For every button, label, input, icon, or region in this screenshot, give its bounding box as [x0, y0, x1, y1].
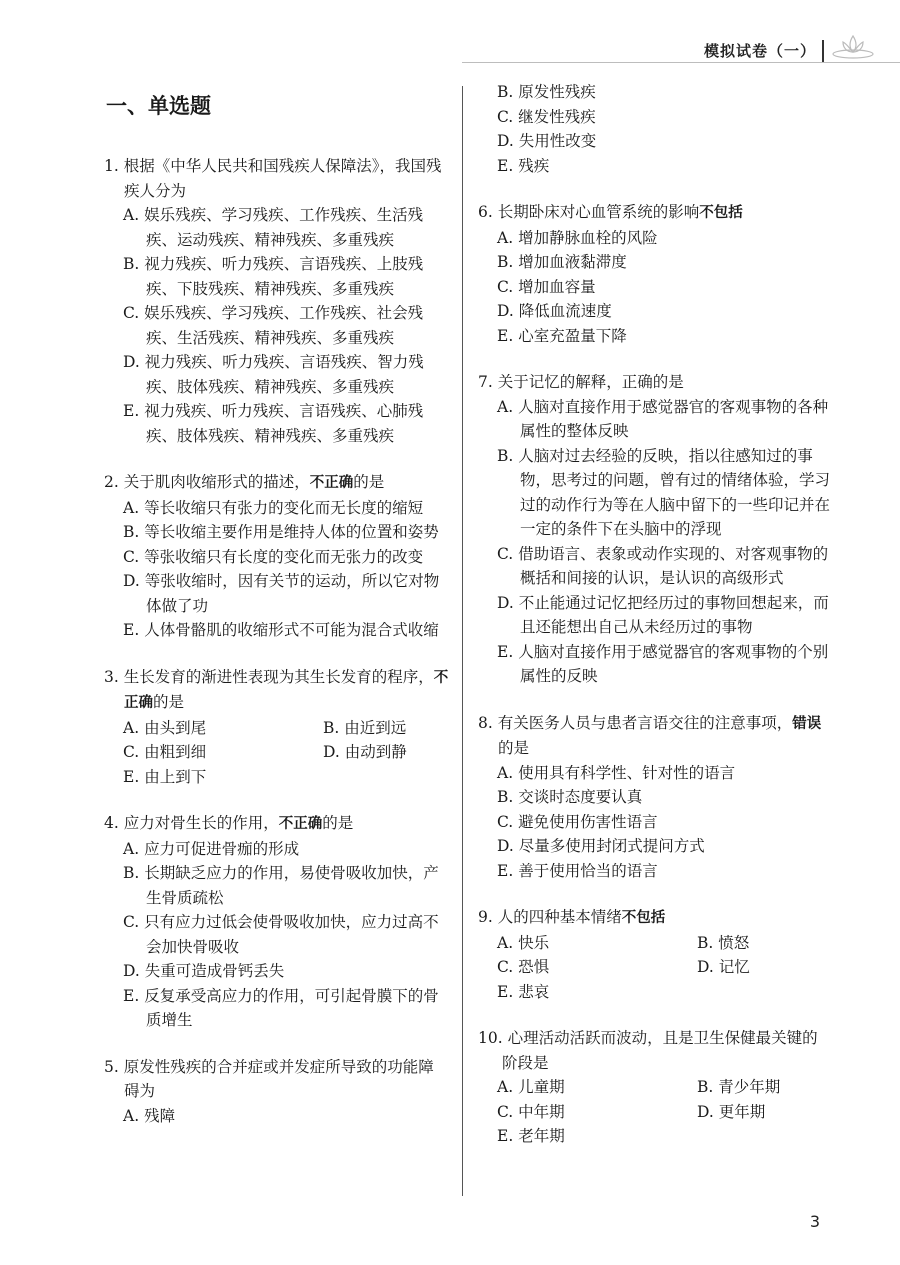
- option-a: A. 由头到尾: [123, 718, 207, 737]
- option-d: D. 视力残疾、听力残疾、言语残疾、智力残疾、肢体残疾、精神残疾、多重残疾: [123, 353, 424, 396]
- question-keyword: 不正确: [278, 816, 323, 832]
- option-d: D. 不止能通过记忆把经历过的事物回想起来，而且还能想出自己从未经历过的事物: [497, 593, 829, 636]
- option-e: E. 老年期: [497, 1127, 565, 1145]
- question-keyword: 不包括: [699, 205, 743, 221]
- section-title: 一、单选题: [106, 94, 211, 118]
- option-b: B. 视力残疾、听力残疾、言语残疾、上肢残疾、下肢残疾、精神残疾、多重残疾: [123, 255, 424, 298]
- question-10: [478, 1026, 830, 1149]
- option-a: A. 娱乐残疾、学习残疾、工作残疾、生活残疾、运动残疾、精神残疾、多重残疾: [123, 206, 424, 249]
- option-c: C. 只有应力过低会使骨吸收加快，应力过高不会加快骨吸收: [123, 913, 439, 956]
- option-c: C. 等张收缩只有长度的变化而无张力的改变: [123, 547, 424, 566]
- option-c: C. 娱乐残疾、学习残疾、工作残疾、社会残疾、生活残疾、精神残疾、多重残疾: [123, 304, 424, 347]
- option-d: D. 尽量多使用封闭式提问方式: [497, 837, 705, 855]
- option-b: B. 等长收缩主要作用是维持人体的位置和姿势: [123, 523, 439, 541]
- left-column: [104, 92, 449, 1150]
- question-5: [104, 1055, 449, 1129]
- question-keyword: 不正确: [309, 475, 354, 491]
- option-a: A. 等长收缩只有张力的变化而无长度的缩短: [123, 498, 424, 517]
- question-stem: 6. 长期卧床对心血管系统的影响不包括: [478, 203, 743, 221]
- question-1: [104, 154, 449, 448]
- option-d: D. 降低血流速度: [497, 302, 612, 320]
- option-e: E. 反复承受高应力的作用，可引起骨膜下的骨质增生: [123, 986, 439, 1029]
- option-a: A. 快乐: [497, 933, 550, 952]
- question-keyword: 不正确: [124, 669, 449, 711]
- option-a: A. 人脑对直接作用于感觉器官的客观事物的各种属性的整体反映: [497, 397, 829, 440]
- question-stem: 7. 关于记忆的解释，正确的是: [478, 373, 684, 391]
- header-separator: [822, 40, 824, 62]
- question-2: [104, 470, 449, 643]
- page-number: 3: [809, 1212, 820, 1231]
- option-e: E. 悲哀: [497, 982, 550, 1001]
- question-keyword: 错误: [792, 715, 822, 732]
- option-a: A. 应力可促进骨痂的形成: [123, 839, 300, 858]
- question-3: [104, 665, 449, 790]
- lotus-logo-icon: [830, 30, 876, 60]
- question-keyword: 不包括: [621, 910, 666, 926]
- option-e: E. 视力残疾、听力残疾、言语残疾、心肺残疾、肢体残疾、精神残疾、多重残疾: [123, 402, 424, 445]
- option-d: D. 记忆: [697, 958, 750, 976]
- header-title: 模拟试卷（一）: [703, 42, 816, 60]
- option-b: B. 原发性残疾: [497, 83, 596, 101]
- question-stem: 3. 生长发育的渐进性表现为其生长发育的程序，不正确的是: [104, 667, 449, 711]
- option-d: D. 更年期: [697, 1102, 766, 1121]
- question-4: [104, 811, 449, 1033]
- option-c: C. 由粗到细: [123, 743, 207, 761]
- option-b: B. 由近到远: [323, 718, 407, 737]
- question-9: [478, 905, 830, 1004]
- question-stem: 2. 关于肌肉收缩形式的描述，不正确的是: [104, 473, 385, 491]
- option-b: B. 愤怒: [697, 933, 750, 952]
- page-header: [0, 0, 900, 64]
- question-stem: 1. 根据《中华人民共和国残疾人保障法》，我国残疾人分为: [104, 157, 442, 200]
- question-8: [478, 711, 830, 884]
- option-a: A. 使用具有科学性、针对性的语言: [497, 763, 736, 782]
- option-c: C. 恐惧: [497, 958, 550, 976]
- option-d: D. 失用性改变: [497, 132, 597, 150]
- option-e: E. 心室充盈量下降: [497, 326, 627, 345]
- question-stem: 8. 有关医务人员与患者言语交往的注意事项，错误的是: [478, 713, 822, 757]
- option-e: E. 人体骨骼肌的收缩形式不可能为混合式收缩: [123, 621, 439, 639]
- question-stem: 5. 原发性残疾的合并症或并发症所导致的功能障碍为: [104, 1057, 434, 1100]
- question-stem: 10. 心理活动活跃而波动，且是卫生保健最关键的阶段是: [478, 1029, 818, 1072]
- option-a: A. 增加静脉血栓的风险: [497, 228, 658, 247]
- option-a: A. 儿童期: [497, 1078, 565, 1096]
- question-stem: 4. 应力对骨生长的作用，不正确的是: [104, 814, 354, 832]
- header-rule: [462, 62, 900, 63]
- column-divider: [462, 86, 463, 1196]
- option-b: B. 交谈时态度要认真: [497, 788, 643, 806]
- option-e: E. 人脑对直接作用于感觉器官的客观事物的个别属性的反映: [497, 642, 829, 685]
- option-b: B. 长期缺乏应力的作用，易使骨吸收加快，产生骨质疏松: [123, 864, 439, 907]
- option-a: A. 残障: [123, 1106, 176, 1125]
- option-b: B. 青少年期: [697, 1078, 781, 1096]
- option-e: E. 残疾: [497, 156, 550, 175]
- option-c: C. 继发性残疾: [497, 107, 596, 126]
- option-b: B. 增加血液黏滞度: [497, 253, 627, 271]
- option-d: D. 失重可造成骨钙丢失: [123, 962, 285, 980]
- option-e: E. 善于使用恰当的语言: [497, 861, 658, 880]
- option-d: D. 等张收缩时，因有关节的运动，所以它对物体做了功: [123, 572, 440, 615]
- option-d: D. 由动到静: [323, 743, 407, 761]
- question-6: [478, 200, 830, 348]
- option-c: C. 中年期: [497, 1102, 565, 1121]
- option-c: C. 借助语言、表象或动作实现的、对客观事物的概括和间接的认识，是认识的高级形式: [497, 544, 829, 587]
- option-c: C. 避免使用伤害性语言: [497, 812, 658, 831]
- question-7: [478, 370, 830, 689]
- right-column: [478, 80, 830, 1171]
- option-c: C. 增加血容量: [497, 277, 596, 296]
- option-e: E. 由上到下: [123, 767, 207, 786]
- option-b: B. 人脑对过去经验的反映，指以往感知过的事物，思考过的问题，曾有过的情绪体验，学习过的动作行为等在人脑中留下的一些印记并在一定的条件下在头脑中的浮现: [497, 446, 831, 538]
- question-stem: 9. 人的四种基本情绪不包括: [478, 908, 666, 926]
- question-5-continued: [478, 80, 830, 178]
